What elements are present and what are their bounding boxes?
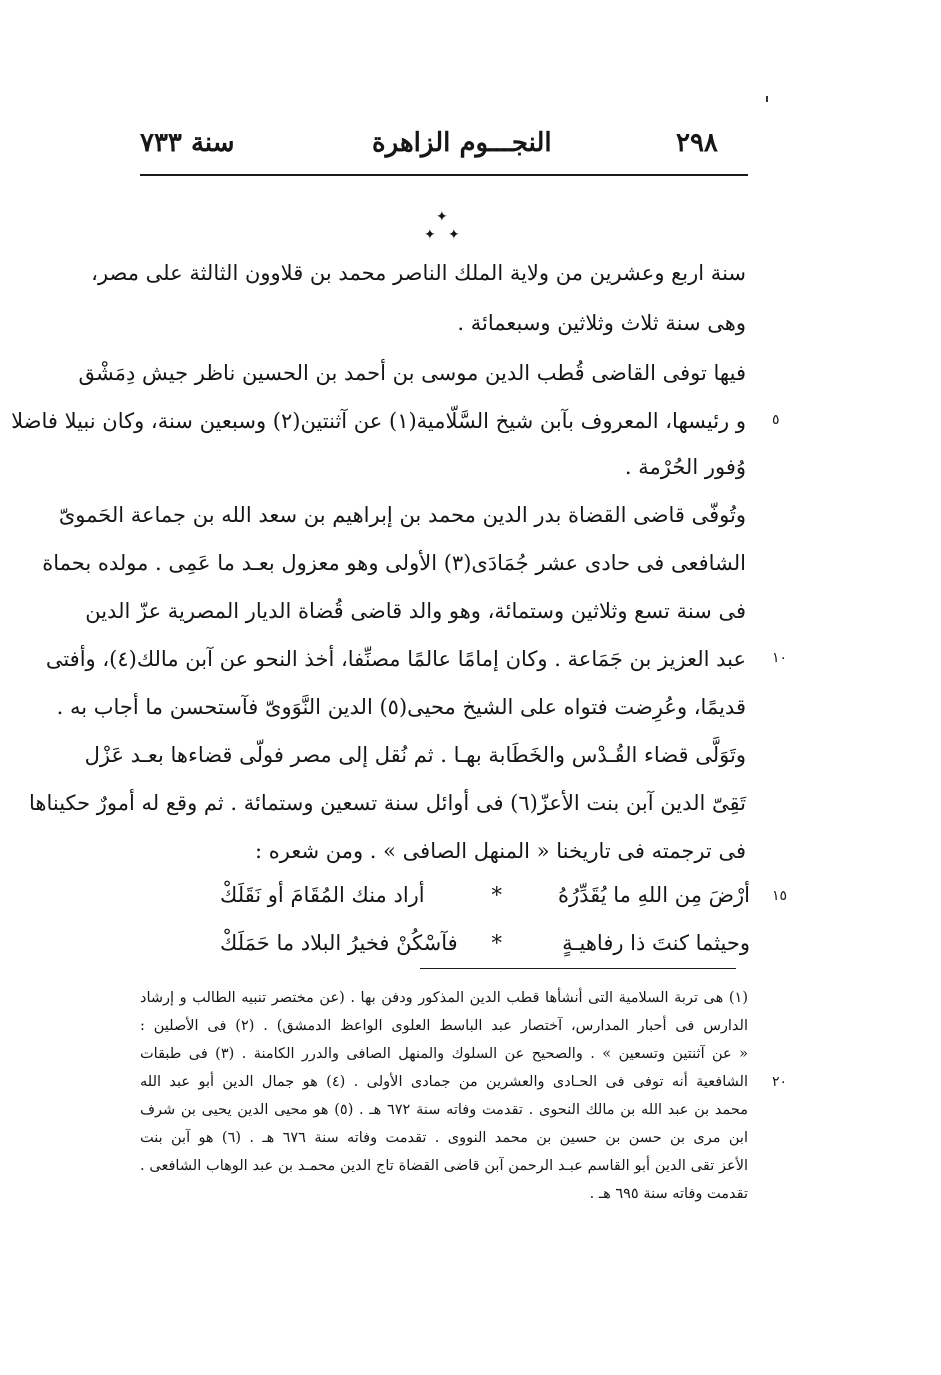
line-number: ١٠ (772, 650, 788, 666)
verse-hemistich-second: فآسْكُنْ فخيرُ البلاد ما حَمَلَكْ (220, 931, 458, 955)
verse-hemistich-first: وحيثما كنتَ ذا رفاهيـةٍ (562, 931, 750, 955)
line-number: ١٥ (772, 888, 788, 904)
verse-hemistich-first: أرْضَ مِن اللهِ ما يُقَدِّرُهُ (557, 883, 750, 907)
footnote-line: ابن مرى بن حسن بن حسين بن محمد النووى . تقدمت وفاته سنة ٦٧٦ هـ . (٦) هو آبن بنت (140, 1130, 748, 1146)
text-line: فى سنة تسع وثلاثين وستمائة، وهو والد قاضى قُضاة الديار المصرية عزّ الدين (85, 599, 746, 623)
text-line: عبد العزيز بن جَمَاعة . وكان إمامًا عالمًا مصنِّفا، أخذ النحو عن آبن مالك(٤)، وأفتى (45, 647, 746, 671)
header-page-number: ٢٩٨ (676, 128, 718, 158)
header-year: سنة ٧٣٣ (140, 128, 235, 158)
footnote-line: « عن آثنتين وتسعين » . والصحيح عن السلوك والمنهل الصافى والدرر الكامنة . (٣) فى طبقات (140, 1046, 748, 1062)
text-line: وُفور الحُرْمة . (624, 455, 746, 479)
text-line: سنة اربع وعشرين من ولاية الملك الناصر محمد بن قلاوون الثالثة على مصر، (91, 261, 746, 285)
text-line: و رئيسها، المعروف بآبن شيخ السَّلّامية(١) عن آثنتين(٢) وسبعين سنة، وكان نبيلا فاضلا (11, 409, 746, 433)
verse-separator: * (491, 931, 502, 955)
header-rule (140, 174, 748, 176)
text-line: فيها توفى القاضى قُطب الدين موسى بن أحمد بن الحسين ناظر جيش دِمَشْق (78, 361, 746, 385)
verse-separator: * (491, 883, 502, 907)
line-number: ٥ (772, 412, 780, 428)
verse-hemistich-second: أراد منك المُقَامَ أو نَقَلَكْ (220, 883, 425, 907)
scan-mark (766, 96, 768, 102)
footnote-line: محمد بن عبد الله بن مالك النحوى . تقدمت وفاته سنة ٦٧٢ هـ . (٥) هو محيى الدين يحيى بن شرف (140, 1102, 748, 1118)
star-icon: ✦ (448, 227, 460, 243)
line-number: ٢٠ (772, 1074, 788, 1090)
footnote-rule (420, 968, 736, 969)
text-line: فى ترجمته فى تاريخنا « المنهل الصافى » . ومن شعره : (255, 839, 746, 863)
footnote-line: الشافعية أنه توفى فى الحـادى والعشرين من جمادى الأولى . (٤) هو جمال الدين أبو عبد الله (140, 1074, 749, 1090)
section-ornament (418, 210, 468, 244)
text-line: تَقِىّ الدين آبن بنت الأعزّ(٦) فى أوائل سنة تسعين وستمائة . ثم وقع له أمورٌ حكيناها (28, 791, 746, 815)
footnote-line: تقدمت وفاته سنة ٦٩٥ هـ . (589, 1186, 748, 1202)
footnote-line: الدارس فى أحبار المدارس، آختصار عبد الباسط العلوى الواعظ الدمشق) . (٢) فى الأصلين : (140, 1018, 748, 1034)
text-line: وتَوَلَّى قضاء القُـدْس والخَطَابة بهـا . ثم نُقل إلى مصر فولّى قضاءها بعـد عَزْل (84, 743, 746, 767)
star-icon: ✦ (436, 209, 448, 225)
text-line: وتُوفّى قاضى القضاة بدر الدين محمد بن إبراهيم بن سعد الله بن جماعة الحَموىّ (58, 503, 746, 527)
footnote-line: الأعز تقى الدين أبو القاسم عبـد الرحمن آبن قاضى القضاة تاج الدين محمـد بن عبد الوهاب الشافعى . (140, 1158, 748, 1174)
text-line: قديمًا، وعُرِضت فتواه على الشيخ محيى(٥) الدين النَّوَوىّ فآستحسن ما أجاب به . (56, 695, 746, 719)
text-line: الشافعى فى حادى عشر جُمَادَى(٣) الأولى وهو معزول بعـد ما عَمِى . مولده بحماة (42, 551, 746, 575)
text-line: وهى سنة ثلاث وثلاثين وسبعمائة . (457, 311, 746, 335)
header-title: النجـــوم الزاهرة (372, 128, 552, 158)
footnote-line: (١) هى تربة السلامية التى أنشأها قطب الدين المذكور ودفن بها . (عن مختصر تنبيه الطالب و إرشاد (140, 990, 748, 1006)
star-icon: ✦ (424, 227, 436, 243)
